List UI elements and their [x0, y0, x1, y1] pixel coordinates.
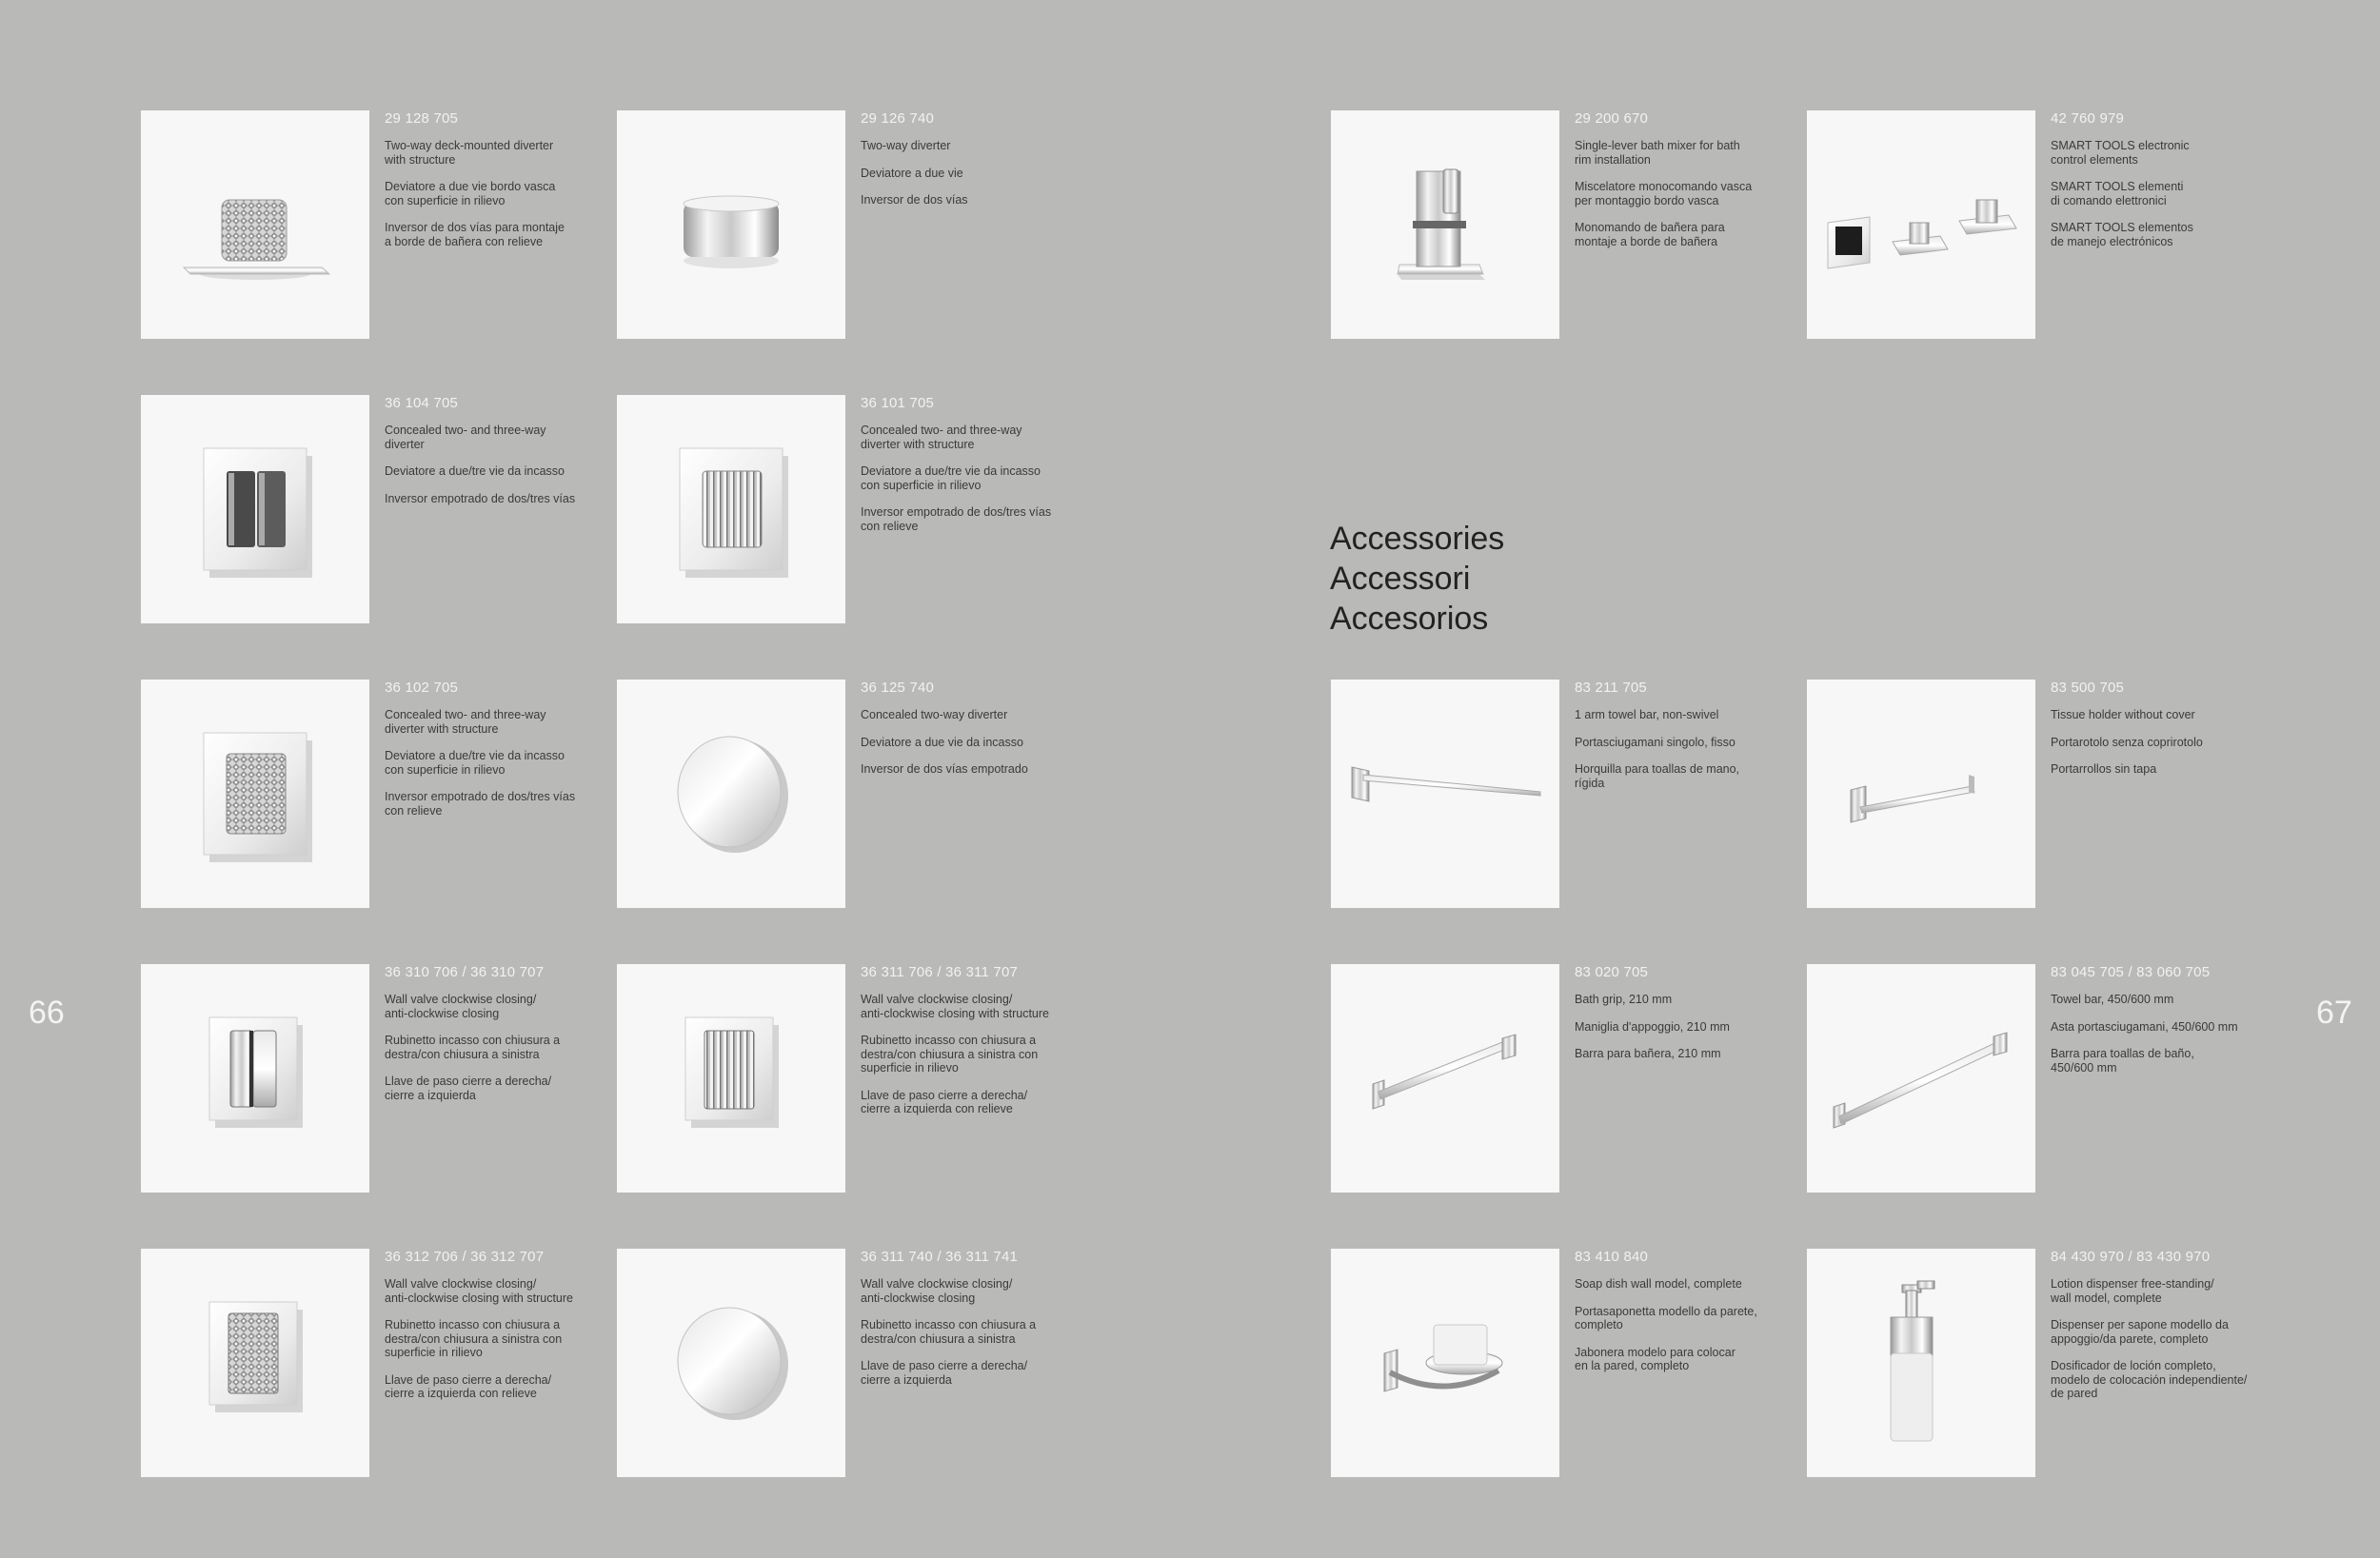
- description-en: Concealed two- and three-way diverter with structure: [861, 424, 1022, 451]
- product-card: [141, 395, 617, 623]
- product-card: [617, 1249, 1093, 1477]
- product-image: [141, 1249, 369, 1477]
- description-en: Single-lever bath mixer for bath rim installation: [1575, 139, 1740, 167]
- product-card: [617, 395, 1093, 623]
- description-es: Inversor empotrado de dos/tres vías con relieve: [861, 505, 1052, 533]
- description-en: Concealed two- and three-way diverter: [385, 424, 546, 451]
- section-title: [1330, 519, 1504, 639]
- description-es: Barra para bañera, 210 mm: [1575, 1047, 1721, 1060]
- product-code: 36 125 740: [861, 680, 935, 696]
- description-es: Horquilla para toallas de mano, rígida: [1575, 762, 1740, 790]
- section-title-es: Accesorios: [1330, 601, 1489, 637]
- product-image: [1331, 680, 1559, 908]
- product-code: 36 101 705: [861, 395, 935, 411]
- description-es: Inversor de dos vías para montaje a borde de bañera con relieve: [385, 221, 565, 248]
- product-image: [141, 680, 369, 908]
- description-es: Inversor de dos vías empotrado: [861, 762, 1028, 776]
- description-es: Llave de paso cierre a derecha/ cierre a izquierda con relieve: [861, 1088, 1028, 1115]
- description-it: Deviatore a due/tre vie da incasso: [385, 464, 565, 478]
- product-card: [1807, 110, 2283, 339]
- page-number-left: 66: [29, 995, 65, 1031]
- description-es: Jabonera modelo para colocar en la pared, completo: [1575, 1345, 1735, 1372]
- product-code: 83 020 705: [1575, 964, 1649, 980]
- description-es: Inversor de dos vías: [861, 193, 968, 207]
- description-en: Concealed two- and three-way diverter with structure: [385, 708, 546, 736]
- description-es: Dosificador de loción completo, modelo de colocación independiente/ de pared: [2051, 1359, 2248, 1400]
- description-es: Llave de paso cierre a derecha/ cierre a izquierda con relieve: [385, 1372, 552, 1400]
- product-code: 36 102 705: [385, 680, 459, 696]
- description-en: Bath grip, 210 mm: [1575, 993, 1673, 1006]
- product-image: [617, 110, 845, 339]
- product-image: [1807, 1249, 2035, 1477]
- description-en: Towel bar, 450/600 mm: [2051, 993, 2174, 1006]
- product-card: [1331, 1249, 1807, 1477]
- product-image: [617, 395, 845, 623]
- description-es: Portarrollos sin tapa: [2051, 762, 2157, 776]
- product-card: [141, 1249, 617, 1477]
- product-code: 36 104 705: [385, 395, 459, 411]
- description-en: Tissue holder without cover: [2051, 708, 2195, 721]
- description-es: Llave de paso cierre a derecha/ cierre a izquierda: [861, 1359, 1028, 1387]
- description-it: Rubinetto incasso con chiusura a destra/con chiusura a sinistra: [861, 1318, 1037, 1346]
- description-it: Dispenser per sapone modello da appoggio/da parete, completo: [2051, 1318, 2229, 1346]
- product-card: [1807, 1249, 2283, 1477]
- description-it: Deviatore a due vie da incasso: [861, 735, 1023, 749]
- description-it: Rubinetto incasso con chiusura a destra/con chiusura a sinistra con superficie in rilievo: [385, 1318, 563, 1359]
- description-es: Barra para toallas de baño, 450/600 mm: [2051, 1047, 2194, 1075]
- product-code: 36 312 706 / 36 312 707: [385, 1249, 545, 1265]
- product-code: 29 200 670: [1575, 110, 1649, 127]
- product-image: [1807, 110, 2035, 339]
- product-card: [141, 680, 617, 908]
- product-image: [141, 964, 369, 1193]
- description-en: Wall valve clockwise closing/ anti-clockwise closing: [385, 993, 537, 1020]
- description-it: Portasciugamani singolo, fisso: [1575, 735, 1735, 749]
- product-code: 84 430 970 / 83 430 970: [2051, 1249, 2211, 1265]
- description-en: SMART TOOLS electronic control elements: [2051, 139, 2190, 167]
- description-es: Llave de paso cierre a derecha/ cierre a izquierda: [385, 1075, 552, 1102]
- product-code: 42 760 979: [2051, 110, 2125, 127]
- description-es: Monomando de bañera para montaje a borde de bañera: [1575, 221, 1725, 248]
- product-image: [1331, 1249, 1559, 1477]
- product-card: [617, 680, 1093, 908]
- description-it: Deviatore a due/tre vie da incasso con superficie in rilievo: [861, 464, 1041, 492]
- product-card: [1331, 964, 1807, 1193]
- description-it: Maniglia d'appoggio, 210 mm: [1575, 1019, 1730, 1034]
- description-en: 1 arm towel bar, non-swivel: [1575, 708, 1719, 721]
- description-it: Asta portasciugamani, 450/600 mm: [2051, 1019, 2238, 1034]
- description-it: Deviatore a due/tre vie da incasso con superficie in rilievo: [385, 749, 565, 777]
- product-card: [1331, 110, 1807, 339]
- product-card: [1807, 964, 2283, 1193]
- product-code: 29 126 740: [861, 110, 935, 127]
- product-image: [141, 110, 369, 339]
- description-en: Wall valve clockwise closing/ anti-clockwise closing with structure: [861, 993, 1049, 1020]
- description-en: Wall valve clockwise closing/ anti-clockwise closing with structure: [385, 1277, 573, 1305]
- section-title-it: Accessori: [1330, 561, 1471, 597]
- description-en: Concealed two-way diverter: [861, 708, 1008, 721]
- product-code: 36 311 706 / 36 311 707: [861, 964, 1019, 980]
- product-image: [617, 680, 845, 908]
- description-it: Deviatore a due vie: [861, 166, 963, 180]
- product-card: [1331, 680, 1807, 908]
- product-card: [617, 110, 1093, 339]
- product-card: [1807, 680, 2283, 908]
- description-en: Soap dish wall model, complete: [1575, 1277, 1742, 1291]
- product-image: [1331, 964, 1559, 1193]
- product-card: [141, 110, 617, 339]
- description-it: Miscelatore monocomando vasca per montaggio bordo vasca: [1575, 180, 1753, 207]
- section-title-en: Accessories: [1330, 521, 1505, 557]
- product-card: [617, 964, 1093, 1193]
- product-code: 36 311 740 / 36 311 741: [861, 1249, 1019, 1265]
- description-it: Deviatore a due vie bordo vasca con superficie in rilievo: [385, 180, 556, 207]
- product-code: 36 310 706 / 36 310 707: [385, 964, 545, 980]
- description-it: Portarotolo senza coprirotolo: [2051, 735, 2203, 749]
- description-it: SMART TOOLS elementi di comando elettronici: [2051, 180, 2184, 207]
- product-image: [1807, 964, 2035, 1193]
- product-image: [617, 964, 845, 1193]
- description-es: SMART TOOLS elementos de manejo electrónicos: [2051, 221, 2193, 248]
- description-en: Two-way diverter: [861, 139, 951, 152]
- product-code: 83 500 705: [2051, 680, 2125, 696]
- product-image: [1807, 680, 2035, 908]
- product-code: 83 045 705 / 83 060 705: [2051, 964, 2211, 980]
- description-it: Portasaponetta modello da parete, completo: [1575, 1304, 1757, 1331]
- description-it: Rubinetto incasso con chiusura a destra/con chiusura a sinistra con superficie in rilievo: [861, 1034, 1039, 1075]
- description-es: Inversor empotrado de dos/tres vías con relieve: [385, 790, 576, 818]
- description-en: Wall valve clockwise closing/ anti-clockwise closing: [861, 1277, 1013, 1305]
- description-en: Lotion dispenser free-standing/ wall model, complete: [2051, 1277, 2214, 1305]
- product-card: [141, 964, 617, 1193]
- product-code: 83 410 840: [1575, 1249, 1649, 1265]
- product-code: 83 211 705: [1575, 680, 1647, 696]
- description-en: Two-way deck-mounted diverter with structure: [385, 139, 554, 167]
- product-image: [1331, 110, 1559, 339]
- page-number-right: 67: [2316, 995, 2352, 1031]
- product-image: [141, 395, 369, 623]
- product-code: 29 128 705: [385, 110, 459, 127]
- description-es: Inversor empotrado de dos/tres vías: [385, 491, 576, 505]
- product-image: [617, 1249, 845, 1477]
- description-it: Rubinetto incasso con chiusura a destra/con chiusura a sinistra: [385, 1034, 561, 1061]
